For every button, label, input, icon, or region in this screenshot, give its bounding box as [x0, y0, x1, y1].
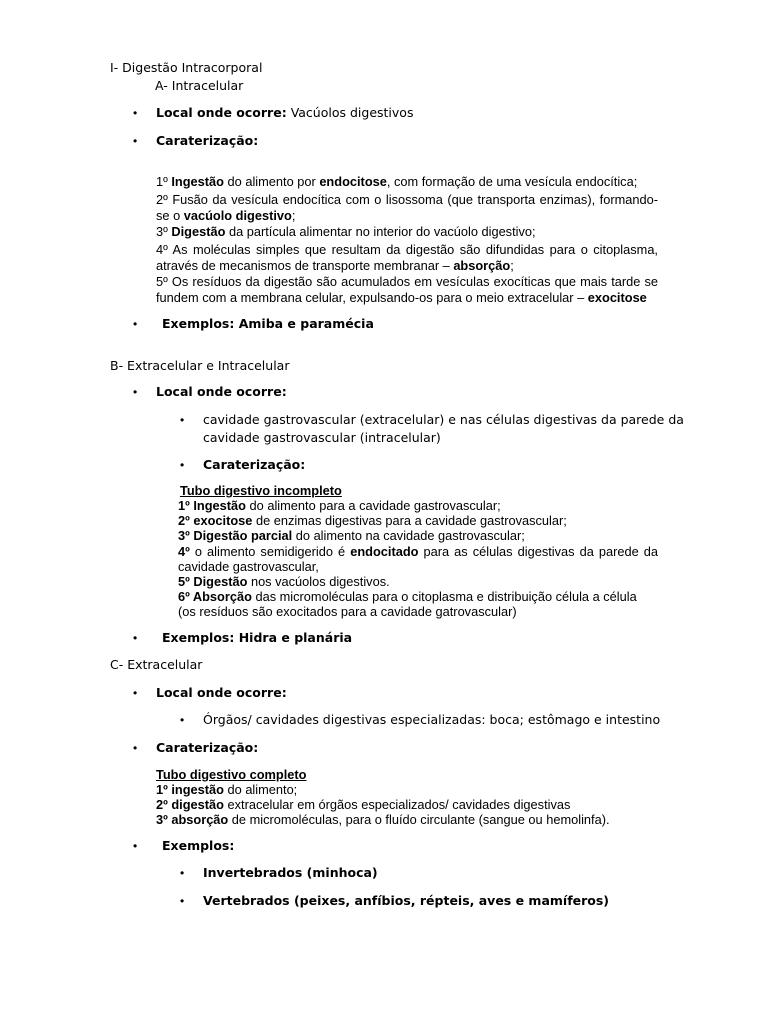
b-local-item-1: cavidade gastrovascular (extracelular) e nas células digestivas da parede da: [203, 412, 684, 427]
b-step-4b: cavidade gastrovascular,: [178, 559, 319, 574]
bullet-icon: •: [133, 106, 138, 120]
section-i-title: I- Digestão Intracorporal: [110, 60, 263, 75]
intra-step-5a: 5º Os resíduos da digestão são acumulados em vesículas exocíticas que mais tarde se: [156, 274, 658, 289]
section-b-title: B- Extracelular e Intracelular: [110, 358, 290, 373]
bullet-icon: •: [180, 413, 185, 427]
bullet-icon: •: [180, 458, 185, 472]
c-local-label: Local onde ocorre:: [156, 685, 287, 700]
b-step-2: 2º exocitose de enzimas digestivas para a cavidade gastrovascular;: [178, 513, 567, 528]
b-examples: Exemplos: Hidra e planária: [162, 630, 353, 645]
intra-step-2a: 2º Fusão da vesícula endocítica com o lisossoma (que transporta enzimas), formando-: [156, 192, 658, 207]
bullet-icon: •: [133, 686, 138, 700]
intra-step-4b: através de mecanismos de transporte membranar – absorção;: [156, 258, 514, 273]
intra-carat-label: Caraterização:: [156, 133, 259, 148]
c-step-3: 3º absorção de micromoléculas, para o fluído circulante (sangue ou hemolinfa).: [156, 812, 610, 827]
b-step-3: 3º Digestão parcial do alimento na cavidade gastrovascular;: [178, 528, 525, 543]
c-step-1: 1º ingestão do alimento;: [156, 782, 298, 797]
c-example-2: Vertebrados (peixes, anfíbios, répteis, aves e mamíferos): [203, 893, 610, 908]
c-tube-title: Tubo digestivo completo: [156, 767, 307, 782]
b-step-6b: (os resíduos são exocitados para a cavidade gatrovascular): [178, 604, 517, 619]
bullet-icon: •: [133, 134, 138, 148]
b-step-1: 1º Ingestão do alimento para a cavidade gastrovascular;: [178, 498, 501, 513]
b-local-label: Local onde ocorre:: [156, 384, 287, 399]
bullet-icon: •: [133, 317, 138, 331]
bullet-icon: •: [133, 385, 138, 399]
intra-step-2b: se o vacúolo digestivo;: [156, 208, 296, 223]
intra-step-1: 1º Ingestão do alimento por endocitose, com formação de uma vesícula endocítica;: [156, 174, 638, 189]
b-step-4a: 4º o alimento semidigerido é endocitado para as células digestivas da parede da: [178, 544, 658, 559]
bullet-icon: •: [180, 866, 185, 880]
bullet-icon: •: [180, 713, 185, 727]
intra-examples: Exemplos: Amiba e paramécia: [162, 316, 374, 331]
section-c-title: C- Extracelular: [110, 657, 203, 672]
c-example-1: Invertebrados (minhoca): [203, 865, 378, 880]
b-tube-title: Tubo digestivo incompleto: [180, 483, 342, 498]
intra-local-value: Vacúolos digestivos: [290, 105, 414, 120]
c-local-item: Órgãos/ cavidades digestivas especializadas: boca; estômago e intestino: [203, 712, 661, 727]
bullet-icon: •: [133, 631, 138, 645]
b-local-item-2: cavidade gastrovascular (intracelular): [203, 430, 441, 445]
section-a-title: A- Intracelular: [155, 78, 244, 93]
b-step-6a: 6º Absorção das micromoléculas para o citoplasma e distribuição célula a célula: [178, 589, 637, 604]
b-carat-label: Caraterização:: [203, 457, 306, 472]
c-step-2: 2º digestão extracelular em órgãos especializados/ cavidades digestivas: [156, 797, 571, 812]
intra-local-line: [156, 105, 413, 121]
intra-step-4a: 4º As moléculas simples que resultam da digestão são difundidas para o citoplasma,: [156, 242, 658, 257]
intra-step-3: 3º Digestão da partícula alimentar no interior do vacúolo digestivo;: [156, 224, 536, 239]
b-step-5: 5º Digestão nos vacúolos digestivos.: [178, 574, 390, 589]
intra-step-5b: fundem com a membrana celular, expulsando-os para o meio extracelular – exocitose: [156, 290, 647, 305]
bullet-icon: •: [133, 741, 138, 755]
c-examples-label: Exemplos:: [162, 838, 235, 853]
c-carat-label: Caraterização:: [156, 740, 259, 755]
intra-local-label: Local onde ocorre:: [156, 105, 287, 120]
bullet-icon: •: [133, 839, 138, 853]
bullet-icon: •: [180, 894, 185, 908]
